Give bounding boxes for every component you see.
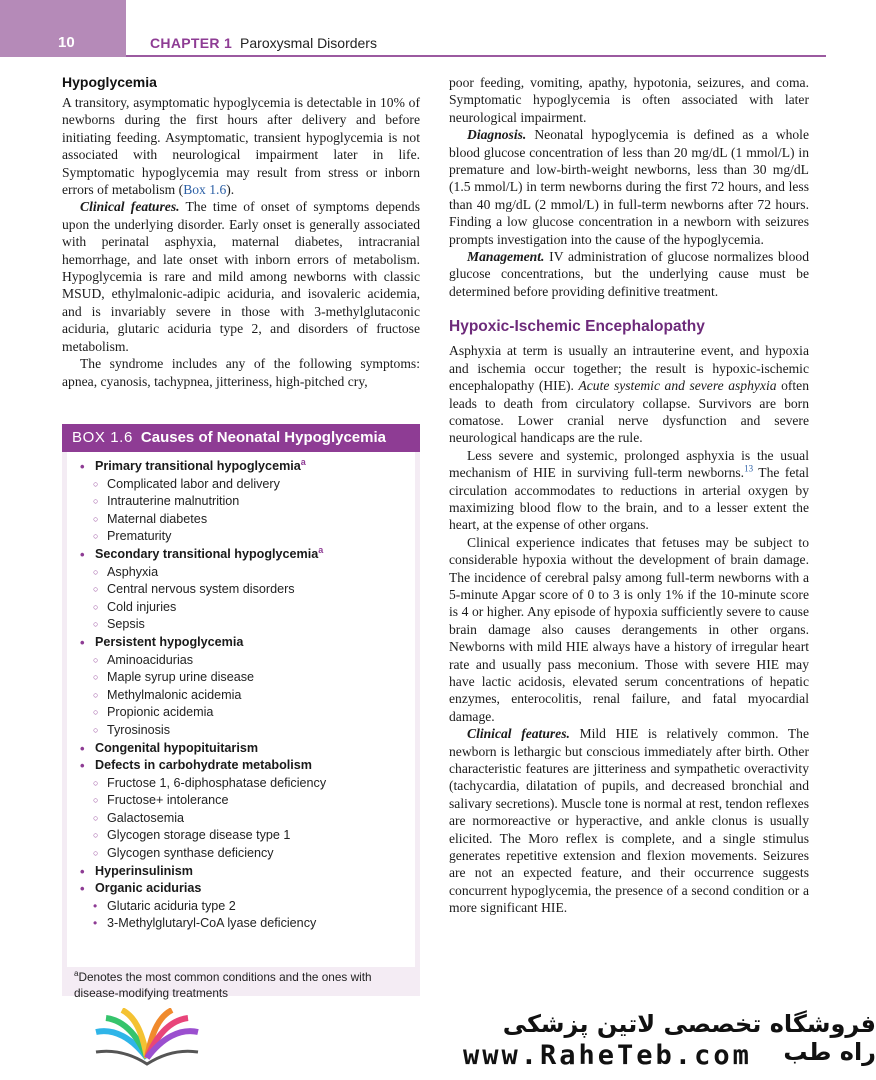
footnote-mark: a: [74, 969, 79, 979]
intro-text: A transitory, asymptomatic hypoglycemia is detectable in 10% of newborns during the first hours after delivery and before initiating feeding. Asymptomatic, transient hypoglycemia is not associated with neurological impairment later in life. Symptomatic hypoglycemia may result from stress or inborn errors of metabolism (: [62, 95, 420, 198]
clinical-features-runin: Clinical features.: [80, 199, 180, 215]
box-sub-item: [67, 599, 415, 617]
box-item-text: Hyperinsulinism: [95, 863, 193, 878]
box-sub-item: [67, 722, 415, 740]
box-item-text: Glycogen synthase deficiency: [107, 846, 274, 861]
box-sub-item: [67, 476, 415, 494]
box-sub-item: [67, 669, 415, 687]
box-footnote: [62, 967, 420, 1009]
box-sub-item: [67, 704, 415, 722]
syndrome-paragraph: The syndrome includes any of the following symptoms: apnea, cyanosis, tachypnea, jitteriness, high-pitched cry,: [62, 356, 420, 389]
box-sub-item: [67, 652, 415, 670]
box-list-item: [67, 546, 415, 564]
left-column: [62, 74, 420, 390]
intro-end: ).: [226, 182, 235, 198]
box-list-item: [67, 740, 415, 758]
book-logo-icon: [92, 1008, 202, 1070]
header-rule: [126, 55, 826, 57]
chapter-title: Paroxysmal Disorders: [240, 35, 377, 51]
hie1-italic: Acute systemic and severe asphyxia: [578, 378, 777, 394]
box-sub-item: [67, 915, 415, 933]
box-item-text: Galactosemia: [107, 810, 184, 825]
hie1-text-b: often leads to death from circulatory collapse. Survivors are born comatose. Lower cranial nerve dysfunction and severe neurological handicaps are the rule.: [449, 378, 809, 446]
box-item-text: Cold injuries: [107, 599, 177, 614]
box-1-6: [62, 424, 420, 1000]
hie-section-heading: Hypoxic-Ischemic Encephalopathy: [449, 318, 705, 336]
box-item-text: Propionic acidemia: [107, 705, 214, 720]
box-sub-item: [67, 810, 415, 828]
box-item-text: Sepsis: [107, 617, 145, 632]
box-item-text: Defects in carbohydrate metabolism: [95, 758, 312, 773]
box-item-text: Fructose+ intolerance: [107, 793, 229, 808]
box-item-text: Glycogen storage disease type 1: [107, 828, 291, 843]
box-title: [62, 424, 420, 452]
reference-13[interactable]: 13: [744, 463, 754, 474]
box-sub-item: [67, 616, 415, 634]
diagnosis-runin: Diagnosis.: [467, 127, 527, 143]
box-reference-link[interactable]: Box 1.6: [183, 182, 227, 198]
hie-clinical-features-text: Mild HIE is relatively common. The newborn is lethargic but conscious immediately after birth. Other characteristic features are jitteriness and sympathetic overactivity (tachycardia, dilatation of pupils, and decreased bronchial and salivary secretions). Muscle tone is normal at rest, tendon reflexes are normoreactive or hyperactive, and ankle clonus is usually elicited. The Moro reflex is complete, and a single stimulus generates repetitive extension and flexion movements. Seizures are not an expected feature, and their occurrence suggests concurrent hypoglycemia, the presence of a second condition or a more significant HIE.: [449, 726, 810, 916]
box-sub-item: [67, 564, 415, 582]
symptoms-continuation: poor feeding, vomiting, apathy, hypotonia, seizures, and coma. Symptomatic hypoglycemia is often associated with later neurological impairment.: [449, 75, 809, 125]
box-item-text: Tyrosinosis: [107, 722, 170, 737]
box-title-text: Causes of Neonatal Hypoglycemia: [140, 429, 386, 446]
box-item-text: Complicated labor and delivery: [107, 476, 280, 491]
management-text: IV administration of glucose normalizes blood glucose concentrations, but the underlying cause must be determined before providing definitive treatment.: [449, 249, 809, 299]
hypoglycemia-heading: Hypoglycemia: [62, 74, 157, 90]
box-list-item: [67, 458, 415, 476]
clinical-features-text: The time of onset of symptoms depends upon the underlying disorder. Early onset is generally associated with perinatal asphyxia, maternal diabetes, intracranial hemorrhage, and late onset with inborn errors of metabolism. Hypoglycemia is rare and mild among newborns with classic MSUD, ethylmalonic-adipic aciduria, and isovaleric acidemia, and is invariably severe in those with 3-methylglutaconic aciduria, glutaric aciduria type 2, and disorders of fructose metabolism.: [62, 199, 421, 354]
box-item-text: Secondary transitional hypoglycemia: [95, 546, 319, 561]
box-list-item: [67, 863, 415, 881]
box-item-text: Primary transitional hypoglycemia: [95, 459, 301, 473]
box-item-text: Maternal diabetes: [107, 511, 208, 526]
box-item-text: Glutaric aciduria type 2: [107, 898, 236, 913]
hie2-text-b: The fetal circulation accommodates to reductions in arterial oxygen by maximizing blood flow to the brain, and to a lesser extent the heart, at the expense of other organs.: [449, 465, 809, 533]
watermark-url: www.RaheTeb.com: [463, 1040, 752, 1071]
box-item-text: Fructose 1, 6-diphosphatase deficiency: [107, 775, 327, 790]
chapter-label: CHAPTER 1: [150, 35, 233, 51]
box-item-text: Maple syrup urine disease: [107, 670, 255, 685]
footnote-marker: a: [318, 544, 324, 555]
box-sub-item: [67, 581, 415, 599]
box-list-item: [67, 757, 415, 775]
box-item-text: Prematurity: [107, 529, 172, 544]
management-paragraph: [449, 248, 809, 300]
box-sub-item: [67, 845, 415, 863]
clinical-features-paragraph: [62, 198, 420, 355]
box-sub-item: [67, 775, 415, 793]
box-item-text: Organic acidurias: [95, 881, 202, 896]
hie-clinical-features-runin: Clinical features.: [467, 726, 570, 742]
box-item-text: Persistent hypoglycemia: [95, 634, 244, 649]
right-column: [449, 74, 809, 917]
box-list-item: [67, 634, 415, 652]
hie-clinical-features-paragraph: [449, 725, 809, 916]
box-sub-item: [67, 898, 415, 916]
box-sub-item: [67, 827, 415, 845]
box-item-text: Intrauterine malnutrition: [107, 494, 240, 509]
box-item-text: Methylmalonic acidemia: [107, 687, 242, 702]
hie-paragraph-1: [449, 342, 809, 446]
box-sub-item: [67, 687, 415, 705]
box-label: BOX 1.6: [72, 429, 133, 446]
box-sub-item: [67, 792, 415, 810]
diagnosis-text: Neonatal hypoglycemia is defined as a whole blood glucose concentration of less than 20 mg/dL (1 mmol/L) in premature and low-birth-weight newborns, less than 30 mg/dL (1.5 mmol/L) in term newborns during the first 72 hours, and less than 40 mg/dL (2 mmol/L) in full-term newborns after 72 hours. Finding a low glucose concentration in a newborn with seizures prompts investigation into the cause of the hypoglycemia.: [449, 127, 809, 247]
watermark-persian-text: فروشگاه تخصصی لاتین پزشکی راه طب: [502, 1010, 876, 1066]
box-sub-item: [67, 511, 415, 529]
hie-paragraph-2: [449, 447, 809, 534]
hie-paragraph-3: Clinical experience indicates that fetuses may be subject to considerable hypoxia without the development of brain damage. The incidence of cerebral palsy among full-term newborns with a 5-minute Apgar score of 0 to 3 is only 1% if the 10-minute score is 4 or higher. Any episode of hypoxia sufficiently severe to cause brain damage also causes derangements in other organs. Newborns with mild HIE always have a history of irregular heart rate and usually pass meconium. Those with severe HIE may have lactic acidosis, elevated serum concentrations of hepatic enzymes, enterocolitis, renal failure, and fatal myocardial damage.: [449, 534, 809, 724]
box-list-item: [67, 880, 415, 898]
box-sub-item: [67, 528, 415, 546]
box-item-text: Central nervous system disorders: [107, 582, 295, 597]
intro-paragraph: [62, 94, 420, 198]
box-item-text: Asphyxia: [107, 564, 159, 579]
box-item-text: Congenital hypopituitarism: [95, 740, 259, 755]
running-header: [150, 35, 377, 51]
footnote-text: Denotes the most common conditions and the ones with disease-modifying treatments: [74, 970, 372, 1000]
hie2-text: Less severe and systemic, prolonged asphyxia is the usual mechanism of HIE in surviving full-term newborns.: [449, 447, 809, 481]
box-item-text: Aminoacidurias: [107, 652, 194, 667]
management-runin: Management.: [467, 249, 545, 265]
box-item-text: 3-Methylglutaryl-CoA lyase deficiency: [107, 916, 317, 931]
diagnosis-paragraph: [449, 126, 809, 248]
box-sub-item: [67, 493, 415, 511]
footnote-marker: a: [300, 456, 306, 467]
box-list: [67, 452, 415, 967]
page-number: 10: [58, 34, 75, 51]
hie1-text-a: Asphyxia at term is usually an intrauterine event, and hypoxia and ischemia occur together; the result is hypoxic-ischemic encephalopathy (HIE).: [449, 343, 809, 394]
